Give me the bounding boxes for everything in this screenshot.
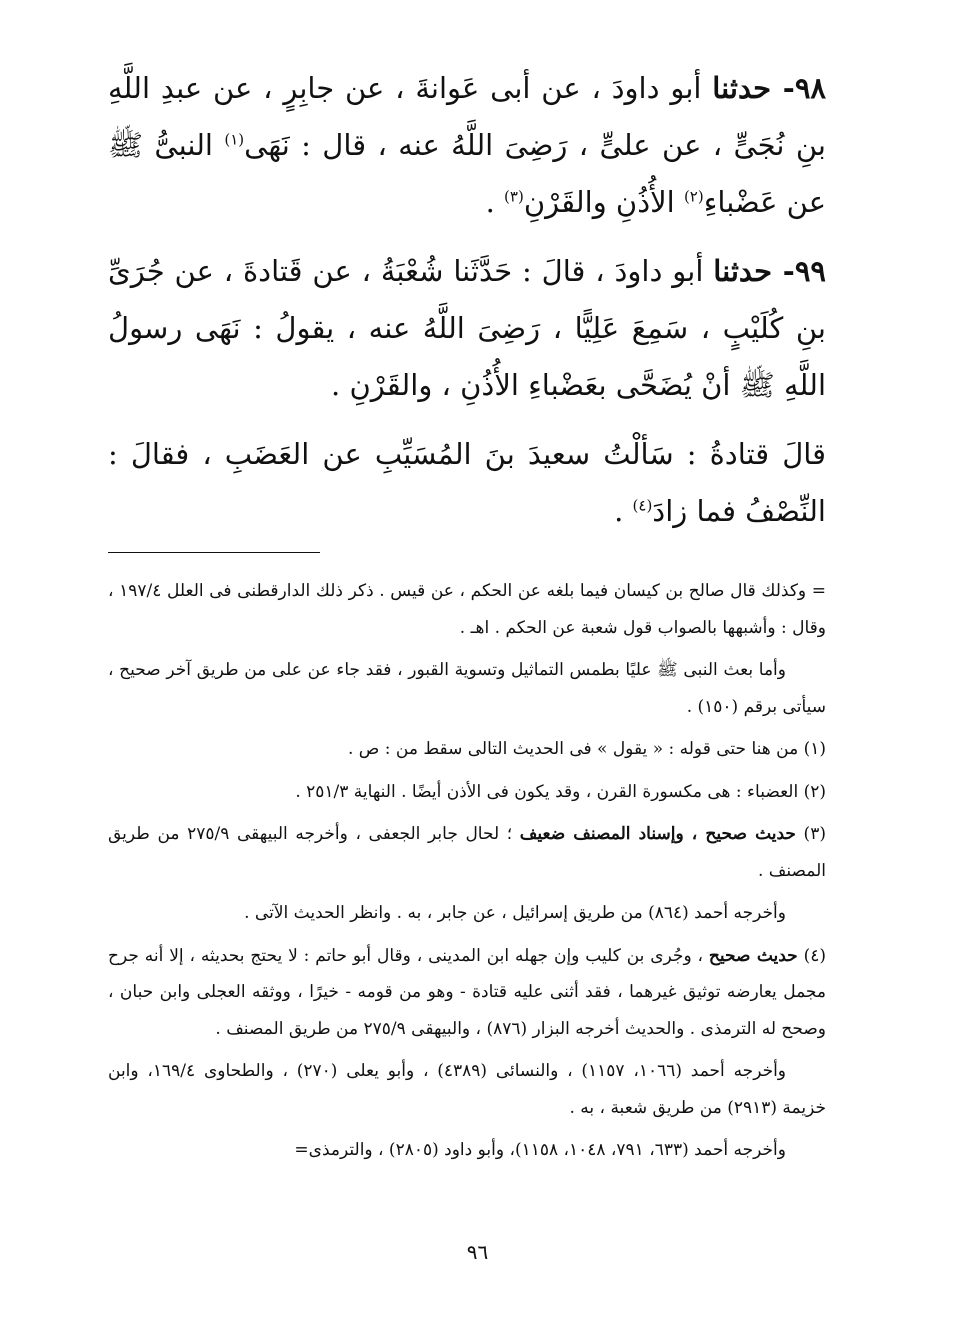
hadith-99 (108, 243, 826, 414)
footnote-4-more: وأخرجه أحمد (١٠٦٦، ١١٥٧) ، والنسائى (٤٣٨٩) ، وأبو يعلى (٢٧٠) ، والطحاوى ١٦٩/٤، وابن خزيمة (٢٩١٣) من طريق شعبة ، به . (108, 1061, 826, 1118)
footnote-4-more: وأخرجه أحمد (٦٣٣، ٧٩١، ١٠٤٨، ١١٥٨)، وأبو داود (٢٨٠٥) ، والترمذى= (294, 1140, 786, 1160)
footnote-ref: (٢) (683, 187, 704, 206)
statement-text: . (614, 494, 633, 528)
footnote-3: (٣) حديث صحيح ، وإسناد المصنف ضعيف ؛ لحال جابر الجعفى ، وأخرجه البيهقى ٢٧٥/٩ من طريق المصنف . (108, 824, 826, 881)
footnote-1: (١) من هنا حتى قوله : « يقول » فى الحديث التالى سقط من : ص . (348, 739, 826, 759)
footnotes (108, 573, 826, 1169)
statement-text: قالَ قتادةُ : سَألْتُ سعيدَ بنَ المُسَيِّبِ عن العَضَبِ ، فقالَ : النِّصْفُ فما زادَ (108, 437, 826, 528)
footnote-separator (108, 552, 320, 553)
hadith-text: الأُذُنِ والقَرْنِ (523, 185, 684, 219)
page-number: ٩٦ (466, 1240, 489, 1264)
footnote-4: (٤) حديث صحيح ، وجُرى بن كليب وإن جهله ابن المدينى ، وقال أبو حاتم : لا يحتج بحديثه ، إلا أنه جرح مجمل يعارضه توثيق غيرهما ، فقد أثنى عليه قتادة - وهو من قومه - خيرًا ، ووثقه العجلى وابن حبان ، وصحح له الترمذى . والحديث أخرجه البزار (٨٧٦) ، والبيهقى ٢٧٥/٩ من طريق المصنف . (108, 945, 827, 1039)
footnote-2: (٢) العضباء : هى مكسورة القرن ، وقد يكون فى الأذن أيضًا . النهاية ٢٥١/٣ . (295, 781, 826, 802)
hadith-text: النبىُّ ﷺ عن عَضْباءِ (108, 128, 826, 219)
footnote-ref: (٣) (504, 187, 524, 206)
hadith-text: أبو داودَ ، قالَ : حَدَّثَنا شُعْبَةُ ، عن قَتادةَ ، عن جُرَىِّ بنِ كُلَيْبٍ ، سَمِعَ عَلِيًّا ، رَضِىَ اللَّهُ عنه ، يقولُ : نَهَى رسولُ اللَّهِ ﷺ أنْ يُضَحَّى بعَضْباءِ الأُذُنِ ، والقَرْنِ . (108, 254, 826, 402)
hadith-text: أبو داودَ ، عن أبى عَوانةَ ، عن جابِرٍ ، عن عبدِ اللَّهِ بنِ نُجَىٍّ ، عن علىٍّ ، رَضِىَ اللَّهُ عنه ، قال : نَهَى (108, 71, 826, 162)
page-body (108, 60, 826, 1175)
hadith-number: ٩٩- حدثنا (713, 254, 826, 288)
qatada-statement (108, 426, 826, 540)
hadith-number: ٩٨- حدثنا (712, 71, 826, 105)
hadith-98 (108, 60, 826, 231)
footnote-ref: (٤) (632, 496, 653, 515)
footnote-3-more: وأخرجه أحمد (٨٦٤) من طريق إسرائيل ، عن جابر ، به . وانظر الحديث الآتى . (244, 903, 786, 923)
hadith-text: . (485, 185, 505, 219)
footnote-ref: (١) (224, 130, 245, 149)
footnote-continuation: = وكذلك قال صالح بن كيسان فيما بلغه عن الحكم ، عن قيس . ذكر ذلك الدارقطنى فى العلل ١٩٧/٤ ، وقال : وأشبهها بالصواب قول شعبة عن الحكم . اهـ . (108, 581, 826, 638)
footnote-continuation: وأما بعث النبى ﷺ عليًا بطمس التماثيل وتسوية القبور ، فقد جاء عن على من طريق آخر صحيح ، سيأتى برقم (١٥٠) . (108, 660, 826, 717)
